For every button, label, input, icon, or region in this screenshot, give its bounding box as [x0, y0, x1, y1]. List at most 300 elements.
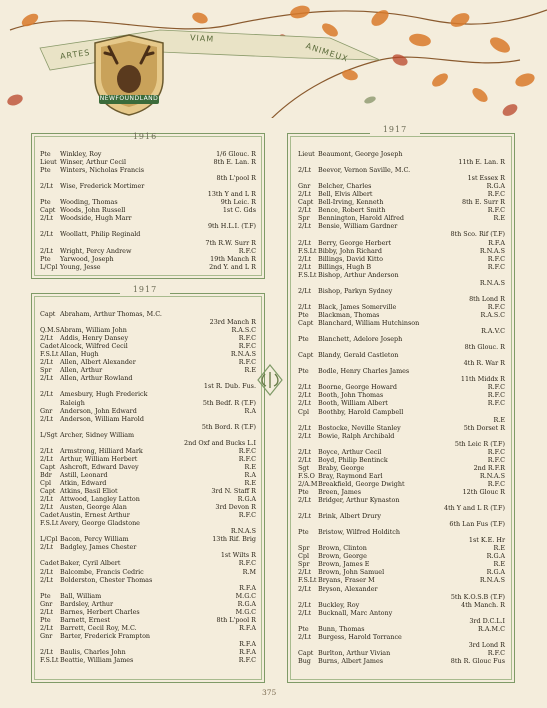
roll-entry — [40, 318, 256, 326]
name-cell: Bell-Irving, Kenneth — [318, 198, 384, 207]
name-cell: Addis, Henry Dansey — [60, 334, 129, 343]
roll-entry — [298, 375, 505, 383]
roll-entry — [298, 287, 505, 295]
name-cell: Blanchard, William Hutchinson — [318, 318, 420, 327]
name-cell: Booth, John Thomas — [318, 391, 384, 400]
rank-cell: Capt — [298, 648, 314, 657]
roll-entry — [40, 342, 256, 350]
rank-cell: 2/Lt — [298, 262, 312, 271]
roll-entry — [40, 616, 256, 624]
roll-entry — [40, 366, 256, 374]
name-cell: Ashcroft, Edward Davey — [60, 462, 139, 471]
roll-entry — [298, 520, 505, 528]
name-cell: Bryson, Alexander — [318, 584, 378, 593]
unit-cell: R.F.C — [238, 446, 256, 455]
rank-cell: 2/Lt — [298, 254, 312, 263]
roll-entry — [40, 431, 256, 439]
rank-cell: 2/Lt — [298, 391, 312, 400]
rank-cell: 2/Lt — [40, 647, 54, 656]
rank-cell: Gnr — [40, 599, 53, 608]
unit-cell: R.F.C — [487, 206, 505, 215]
rank-cell: 2/Lt — [298, 600, 312, 609]
year-heading-1916: 1916 — [132, 132, 158, 141]
name-cell: Beattie, William James — [60, 656, 134, 665]
unit-cell: R.E — [493, 214, 505, 223]
roll-entry — [298, 480, 505, 488]
unit-cell: 1/6 Glouc. R — [216, 150, 256, 158]
rank-cell: 2/Lt — [298, 608, 312, 617]
roll-entry — [40, 334, 256, 342]
unit-cell: 5th Dorset R — [463, 423, 505, 432]
unit-cell: R.F.C — [487, 383, 505, 392]
name-cell: Bence, Robert Smith — [318, 206, 386, 215]
unit-cell: R.F.C — [487, 447, 505, 456]
name-cell: Ball, William — [60, 591, 102, 600]
name-cell: Brown, John Samuel — [318, 568, 385, 577]
name-cell: Woollatt, Philip Reginald — [60, 230, 141, 239]
unit-cell: 12th Glouc R — [462, 487, 505, 496]
unit-cell: R.F.C — [238, 656, 256, 665]
roll-entry — [40, 190, 256, 198]
rank-cell: Cpl — [298, 407, 310, 416]
rank-cell: 2/Lt — [298, 286, 312, 295]
name-cell: Allen, Arthur Rowland — [60, 374, 133, 383]
rank-cell: F.S.O — [298, 471, 315, 480]
rank-cell: 2/Lt — [298, 222, 312, 231]
unit-cell: R.F.A — [239, 639, 256, 648]
name-cell: Alcock, Wilfred Cecil — [60, 342, 128, 351]
name-cell: Breen, James — [318, 487, 361, 496]
roll-entry — [298, 448, 505, 456]
unit-cell: 3rd N. Staff R — [211, 487, 256, 496]
unit-cell: R.F.C — [487, 254, 505, 263]
unit-cell: 8th R. Glouc Fus — [450, 656, 505, 665]
unit-cell: 5th K.O.S.B (T.F) — [450, 592, 505, 601]
unit-cell: R.E — [244, 462, 256, 471]
roll-entry — [298, 536, 505, 544]
rank-cell: Bdr — [40, 470, 52, 479]
name-cell: Blackman, Thomas — [318, 310, 380, 319]
roll-entry — [298, 512, 505, 520]
roll-entry — [298, 255, 505, 263]
rank-cell: Lieut — [40, 158, 57, 167]
roll-entry — [298, 617, 505, 625]
name-cell: Baulis, Charles John — [60, 647, 126, 656]
roll-entry — [40, 471, 256, 479]
rank-cell: 2/Lt — [298, 455, 312, 464]
rank-cell: Cpl — [40, 478, 52, 487]
unit-cell: R.A — [244, 470, 256, 479]
name-cell: Black, James Somerville — [318, 302, 397, 311]
roll-entry — [298, 150, 505, 158]
rank-cell: 2/Lt — [298, 399, 312, 408]
rank-cell: 2/Lt — [298, 431, 312, 440]
roll-entry — [40, 592, 256, 600]
unit-cell: 6th Lan Fus (T.F) — [449, 520, 505, 529]
roll-entry — [298, 552, 505, 560]
unit-cell: 5th Bedf. R (T.F) — [202, 398, 256, 407]
unit-cell: R.E — [493, 415, 505, 424]
roll-entry — [298, 456, 505, 464]
roll-entry — [298, 230, 505, 238]
rank-cell: 2/Lt — [298, 632, 312, 641]
roll-entry — [40, 495, 256, 503]
rank-cell: Pte — [298, 367, 309, 376]
roll-entry — [298, 383, 505, 391]
roll-entry — [40, 222, 256, 230]
name-cell: Beevor, Vernon Saville, M.C. — [318, 166, 411, 175]
roll-entry — [40, 263, 256, 271]
roll-entry — [40, 559, 256, 567]
unit-cell: R.A.M.C — [478, 624, 505, 633]
name-cell: Blandy, Gerald Castleton — [318, 351, 399, 360]
unit-cell: 5th Leic R (T.F) — [454, 439, 505, 448]
unit-cell: R.E — [493, 560, 505, 569]
roll-entry — [40, 568, 256, 576]
roll-entry — [40, 487, 256, 495]
unit-cell: R.A.S.C — [231, 326, 256, 335]
roll-entry — [298, 472, 505, 480]
roll-entry — [298, 440, 505, 448]
roll-entry — [40, 415, 256, 423]
unit-cell: 1st R. Dub. Fus. — [203, 382, 256, 391]
rank-cell: 2/Lt — [40, 454, 54, 463]
name-cell: Winkley, Roy — [60, 150, 102, 158]
unit-cell: 5th Bord. R (T.F) — [201, 422, 256, 431]
roll-entry — [298, 560, 505, 568]
name-cell: Amesbury, Hugh Frederick — [60, 390, 148, 399]
roll-entry — [40, 584, 256, 592]
name-cell: Anderson, William Harold — [60, 414, 144, 423]
unit-cell: R.F.C — [238, 246, 256, 255]
name-cell: Baker, Cyril Albert — [60, 559, 121, 568]
rank-cell: 2/Lt — [298, 512, 312, 521]
unit-cell: R.F.C — [238, 511, 256, 520]
roll-entry — [298, 544, 505, 552]
newfoundland-caribou-crest-icon — [91, 33, 167, 117]
roll-entry — [298, 214, 505, 222]
unit-cell: R.G.A — [486, 182, 505, 191]
name-cell: Berry, George Herbert — [318, 238, 392, 247]
rank-cell: L/Sgt — [40, 430, 58, 439]
rank-cell: Pte — [40, 254, 51, 263]
roll-entry — [40, 166, 256, 174]
unit-cell: 2nd Oxf and Bucks L.I — [184, 438, 256, 447]
name-cell: Bostocke, Neville Stanley — [318, 423, 401, 432]
rank-cell: 2/Lt — [40, 623, 54, 632]
rank-cell: Cpl — [298, 552, 310, 561]
roll-entry — [298, 279, 505, 287]
unit-cell: R.A.S.C — [480, 310, 505, 319]
name-cell: Bolderston, Chester Thomas — [60, 575, 153, 584]
rank-cell: Cadet — [40, 511, 60, 520]
unit-cell: R.F.C — [238, 342, 256, 351]
roll-entry — [40, 455, 256, 463]
name-cell: Austin, Ernest Arthur — [60, 511, 130, 520]
rank-cell: Gnr — [40, 406, 53, 415]
rank-cell: Capt — [40, 462, 56, 471]
name-cell: Armstrong, Hilliard Mark — [60, 446, 143, 455]
banner-left-text: ARTES — [59, 47, 91, 62]
banner-middle-text: VIAM — [189, 33, 215, 44]
rank-cell: Bug — [298, 656, 311, 665]
name-cell: Belcher, Charles — [318, 182, 372, 191]
name-cell: Burlton, Arthur Vivian — [318, 648, 391, 657]
roll-entry — [298, 351, 505, 359]
roll-entry — [298, 343, 505, 351]
roll-entry — [40, 527, 256, 535]
name-cell: Anderson, John Edward — [60, 406, 137, 415]
roll-entry — [40, 632, 256, 640]
name-cell: Winters, Nicholas Francis — [60, 166, 145, 175]
rank-cell: Capt — [298, 318, 314, 327]
roll-entry — [40, 407, 256, 415]
rank-cell: Spr — [298, 544, 310, 553]
unit-cell: R.F.C — [238, 559, 256, 568]
unit-cell: 7th R.W. Surr R — [205, 238, 256, 247]
rank-cell: Pte — [298, 624, 309, 633]
roll-entry — [298, 504, 505, 512]
unit-cell: 8th L'pool R — [216, 174, 256, 183]
unit-cell: R.E — [244, 478, 256, 487]
roll-entry — [40, 350, 256, 358]
roll-entry — [40, 656, 256, 664]
roll-entry — [298, 174, 505, 182]
rank-cell: Capt — [298, 351, 314, 360]
unit-cell: R.N.A.S — [479, 576, 505, 585]
rank-cell: Gnr — [298, 182, 311, 191]
name-cell: Wooding, Thomas — [60, 198, 118, 207]
rank-cell: 2/Lt — [298, 496, 312, 505]
unit-cell: 8th Sco. Rif (T.F) — [450, 230, 505, 239]
unit-cell: R.F.C — [487, 391, 505, 400]
name-cell: Barnes, Herbert Charles — [60, 607, 140, 616]
name-cell: Burns, Albert James — [318, 656, 384, 665]
roll-entry — [40, 374, 256, 382]
rank-cell: 2/Lt — [298, 166, 312, 175]
unit-cell: R.N.A.S — [230, 527, 256, 536]
rank-cell: 2/Lt — [40, 390, 54, 399]
name-cell: Boyd, Philip Bentinck — [318, 455, 388, 464]
unit-cell: R.M — [242, 567, 256, 576]
roll-entry — [298, 641, 505, 649]
roll-entry — [298, 576, 505, 584]
unit-cell: 8th Glouc. R — [464, 343, 505, 352]
roll-entry — [40, 511, 256, 519]
rank-cell: Lieut — [298, 150, 315, 158]
unit-cell: R.F.C — [487, 262, 505, 271]
roll-entry — [298, 593, 505, 601]
name-cell: Bryans, Fraser M — [318, 576, 375, 585]
rank-cell: 2/Lt — [40, 567, 54, 576]
roll-entry — [298, 190, 505, 198]
rank-cell: 2/A.M — [298, 479, 318, 488]
unit-cell: 9th Leic. R — [220, 198, 256, 207]
rank-cell: 2/Lt — [40, 230, 54, 239]
rank-cell: F.S.Lt — [40, 519, 59, 528]
rank-cell: 2/Lt — [298, 190, 312, 199]
roll-entry — [298, 319, 505, 327]
roll-entry — [40, 182, 256, 190]
unit-cell: 2nd Y. and L R — [209, 262, 256, 271]
name-cell: Atkins, Basil Eliot — [60, 487, 118, 496]
unit-cell: 3rd Lond R — [468, 640, 505, 649]
unit-cell: R.G.A — [486, 552, 505, 561]
roll-entry — [298, 416, 505, 424]
unit-cell: R.F.A — [239, 647, 256, 656]
name-cell: Boyce, Arthur Cecil — [318, 447, 382, 456]
unit-cell: 3rd Devon R — [215, 503, 256, 512]
roll-entry — [298, 295, 505, 303]
unit-cell: R.A — [244, 406, 256, 415]
unit-cell: R.F.C — [238, 334, 256, 343]
rank-cell: 2/Lt — [40, 575, 54, 584]
name-cell: Archer, Sidney William — [60, 430, 135, 439]
rank-cell: Pte — [298, 487, 309, 496]
roll-entry — [298, 399, 505, 407]
rank-cell: Capt — [40, 206, 56, 215]
unit-cell: R.F.A — [239, 623, 256, 632]
name-cell: Atkin, Edward — [60, 478, 107, 487]
name-cell: Allen, Albert Alexander — [60, 358, 136, 367]
rank-cell: 2/Lt — [298, 584, 312, 593]
rank-cell: L/Cpl — [40, 535, 58, 544]
rank-cell: 2/Lt — [40, 446, 54, 455]
unit-cell: R.F.A — [239, 583, 256, 592]
rank-cell: 2/Lt — [298, 302, 312, 311]
roll-entry — [40, 535, 256, 543]
roll-entry — [298, 408, 505, 416]
unit-cell: R.F.C — [487, 455, 505, 464]
roll-entry — [298, 633, 505, 641]
roll-entry — [40, 326, 256, 334]
roll-entry — [40, 198, 256, 206]
unit-cell: 1st C. Gds — [222, 206, 256, 215]
roll-entry — [298, 391, 505, 399]
name-cell: Beaumont, George Joseph — [318, 150, 403, 158]
unit-cell: 8th Lond R — [469, 294, 505, 303]
rank-cell: 2/Lt — [298, 423, 312, 432]
name-cell: Avery, George Gladstone — [60, 519, 140, 528]
name-cell: Buckley, Roy — [318, 600, 360, 609]
unit-cell: R.F.C — [238, 454, 256, 463]
name-cell: Brink, Albert Drury — [318, 512, 381, 521]
rank-cell: Spr — [298, 560, 310, 569]
rank-cell: Capt — [298, 198, 314, 207]
unit-cell: M.G.C — [235, 591, 256, 600]
rank-cell: 2/Lt — [298, 206, 312, 215]
roll-entry — [298, 601, 505, 609]
roll-entry — [298, 649, 505, 657]
rank-cell: 2/Lt — [40, 334, 54, 343]
rank-cell: 2/Lt — [40, 246, 54, 255]
roll-entry — [298, 327, 505, 335]
rank-cell: Cadet — [40, 342, 60, 351]
roll-entry — [298, 311, 505, 319]
roll-entry — [40, 150, 256, 158]
unit-cell: 1st Wilts R — [220, 551, 256, 560]
rank-cell: Q.M.S — [40, 326, 60, 335]
rank-cell: F.S.Lt — [298, 246, 317, 255]
name-cell: Braby, George — [318, 463, 365, 472]
name-cell: Bennington, Harold Alfred — [318, 214, 404, 223]
rank-cell: Pte — [40, 198, 51, 207]
name-cell: Austen, George Alan — [60, 503, 127, 512]
unit-cell: R.G.A — [237, 599, 256, 608]
roll-entry — [40, 230, 256, 238]
roll-entry — [298, 528, 505, 536]
year-heading-1917-left: 1917 — [120, 285, 170, 294]
unit-cell: R.E — [493, 544, 505, 553]
roll-entry — [40, 423, 256, 431]
unit-cell: 13th Rif. Brig — [212, 535, 256, 544]
unit-cell: 11th E. Lan. R — [458, 158, 505, 167]
name-cell: Bardsley, Arthur — [60, 599, 114, 608]
roll-entry — [40, 519, 256, 527]
name-cell: Young, Jesse — [60, 262, 101, 271]
name-cell: Boorne, George Howard — [318, 383, 397, 392]
unit-cell: 4th Y and L R (T.F) — [444, 504, 505, 513]
roll-entry — [298, 568, 505, 576]
unit-cell: 8th E. Surr R — [462, 198, 505, 207]
name-cell: Bodle, Henry Charles James — [318, 367, 410, 376]
unit-cell: 1st K.E. Hr — [468, 536, 505, 545]
unit-cell: R.N.A.S — [230, 350, 256, 359]
roll-entry — [40, 503, 256, 511]
roll-entry — [298, 247, 505, 255]
name-cell: Burgess, Harold Torrance — [318, 632, 402, 641]
rank-cell: 2/Lt — [40, 214, 54, 223]
roll-entry — [298, 609, 505, 617]
roll-entry — [298, 657, 505, 665]
name-cell: Wise, Frederick Mortimer — [60, 182, 145, 191]
name-cell: Bowie, Ralph Archibald — [318, 431, 395, 440]
unit-cell: 8th L'pool R — [216, 615, 256, 624]
name-cell: Boothby, Harold Campbell — [318, 407, 404, 416]
name-cell: Allen, Arthur — [60, 366, 103, 375]
name-cell: Yarwood, Joseph — [60, 254, 114, 263]
name-cell: Balcombe, Francis Cedric — [60, 567, 144, 576]
unit-cell: M.G.C — [235, 607, 256, 616]
unit-cell: R.N.A.S — [479, 246, 505, 255]
unit-cell: 23rd Manch R — [209, 318, 256, 327]
rank-cell: 2/Lt — [298, 238, 312, 247]
roll-entry — [40, 600, 256, 608]
name-cell: Billings, David Kitto — [318, 254, 383, 263]
rank-cell: Spr — [298, 214, 310, 223]
roll-entry — [298, 367, 505, 375]
unit-cell: 2nd R.F.R — [473, 463, 505, 472]
rank-cell: Pte — [298, 335, 309, 344]
name-cell: Badgley, James Chester — [60, 543, 137, 552]
unit-cell: R.F.C — [238, 358, 256, 367]
rank-cell: Pte — [298, 310, 309, 319]
roll-entry — [40, 576, 256, 584]
banner-right-text: ANIMEUX — [304, 41, 350, 64]
roll-entry — [40, 158, 256, 166]
rank-cell: 2/Lt — [298, 447, 312, 456]
roll-entry — [40, 608, 256, 616]
rank-cell: 2/Lt — [40, 414, 54, 423]
roll-entry — [40, 239, 256, 247]
roll-entry — [298, 271, 505, 279]
name-cell: Barter, Frederick Frampton — [60, 631, 151, 640]
rank-cell: Capt — [40, 487, 56, 496]
name-cell: Bell, Elvis Albert — [318, 190, 373, 199]
roll-entry — [40, 463, 256, 471]
roll-list-1916 — [40, 150, 256, 271]
roll-entry — [40, 174, 256, 182]
